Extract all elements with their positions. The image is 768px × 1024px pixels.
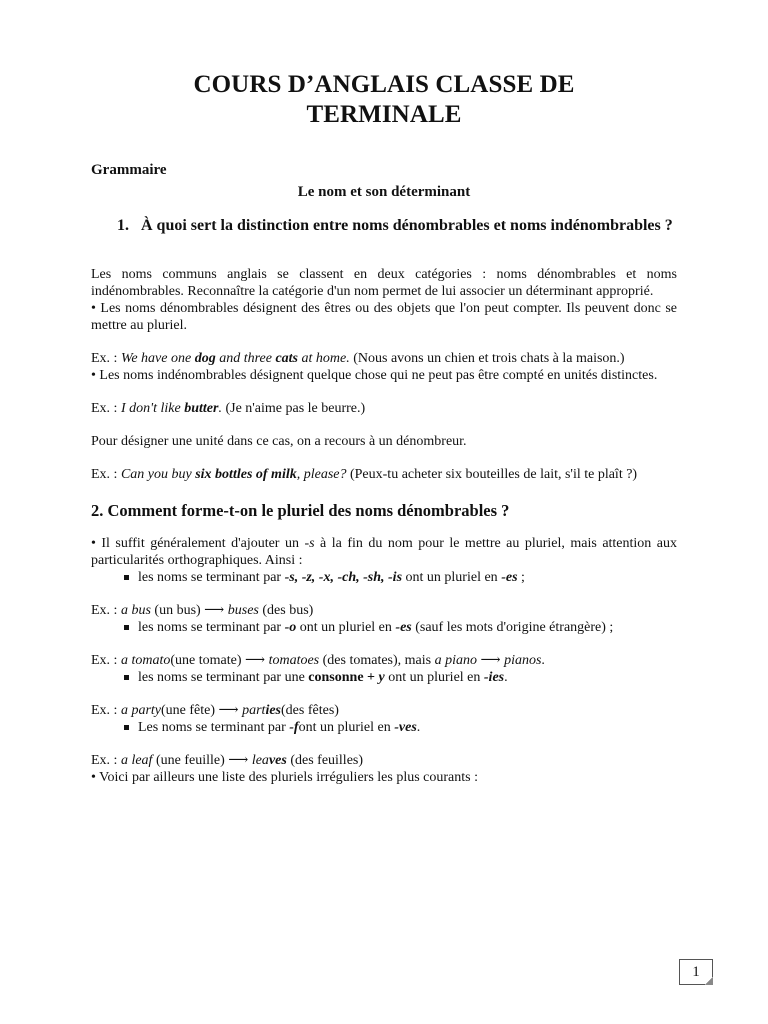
question-1-text: À quoi sert la distinction entre noms dénombrables et noms indénombrables ?: [141, 217, 673, 234]
paragraph-irregular: • Voici par ailleurs une liste des pluriels irréguliers les plus courants :: [91, 770, 478, 785]
rule-list-2: [91, 619, 677, 636]
page-number: 1: [692, 964, 700, 980]
example-5: Ex. : a tomato(une tomate) ⟶ tomatoes (des tomates), mais a piano ⟶ pianos.: [91, 653, 545, 668]
rule-list-1: [91, 569, 677, 586]
rule-list-4: [91, 719, 677, 736]
example-4: Ex. : a bus (un bus) ⟶ buses (des bus): [91, 603, 314, 618]
page-fold-icon: [705, 977, 713, 985]
question-2-heading: 2. Comment forme-t-on le pluriel des noms dénombrables ?: [91, 501, 510, 520]
document-title: [91, 70, 677, 130]
rule-o: les noms se terminant par -o ont un pluriel en -es (sauf les mots d'origine étrangère) ;: [138, 619, 677, 636]
paragraph-plural-rule: • Il suffit généralement d'ajouter un -s à la fin du nom pour le mettre au pluriel, mais attention aux particularités orthographiques. Ainsi :: [91, 536, 678, 568]
example-1: Ex. : We have one dog and three cats at home. (Nous avons un chien et trois chats à la maison.): [91, 351, 625, 366]
example-2: Ex. : I don't like butter. (Je n'aime pas le beurre.): [91, 401, 366, 416]
question-1-heading: [91, 215, 677, 236]
rule-s-z-x: les noms se terminant par -s, -z, -x, -ch, -sh, -is ont un pluriel en -es ;: [138, 569, 677, 586]
title-line-2: TERMINALE: [306, 101, 462, 128]
page-number-box: [679, 959, 713, 985]
document-page: [91, 70, 677, 786]
paragraph-uncountable: • Les noms indénombrables désignent quelque chose qui ne peut pas être compté en unités distinctes.: [91, 368, 658, 383]
rule-consonant-y: les noms se terminant par une consonne + y ont un pluriel en -ies.: [138, 669, 677, 686]
example-3: Ex. : Can you buy six bottles of milk, please? (Peux-tu acheter six bouteilles de lait, s'il te plaît ?): [91, 467, 638, 482]
rule-f: Les noms se terminant par -font un pluriel en -ves.: [138, 719, 677, 736]
example-7: Ex. : a leaf (une feuille) ⟶ leaves (des feuilles): [91, 753, 364, 768]
rule-list-3: [91, 669, 677, 686]
subtitle: Le nom et son déterminant: [297, 184, 471, 200]
paragraph-counter: Pour désigner une unité dans ce cas, on a recours à un dénombreur.: [91, 434, 467, 449]
section-label: Grammaire: [91, 162, 167, 178]
example-6: Ex. : a party(une fête) ⟶ parties(des fêtes): [91, 703, 339, 718]
paragraph-intro: Les noms communs anglais se classent en deux catégories : noms dénombrables et noms indénombrables. Reconnaître la catégorie d'un nom permet de lui associer un déterminant approprié.: [91, 267, 677, 299]
paragraph-countable: • Les noms dénombrables désignent des êtres ou des objets que l'on peut compter. Ils peuvent donc se mettre au pluriel.: [91, 301, 677, 333]
title-line-1: COURS D’ANGLAIS CLASSE DE: [193, 71, 575, 98]
question-1-number: 1.: [117, 217, 129, 234]
